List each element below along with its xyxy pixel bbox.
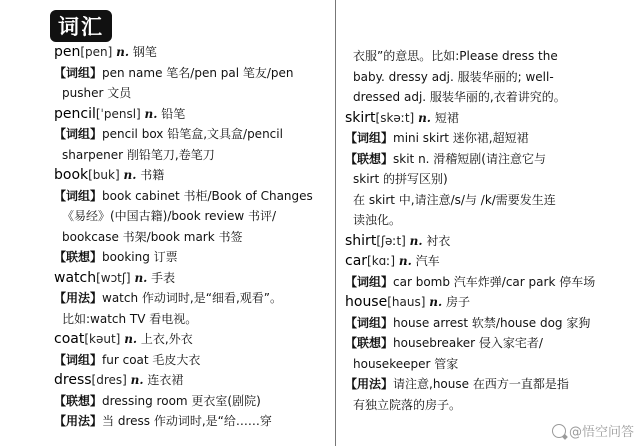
continuation-line [345,210,607,231]
note-text: housebreaker 侵入家宅者/ [393,336,543,350]
note-text: car bomb 汽车炸弹/car park 停车场 [393,274,596,289]
continuation-text: 读浊化。 [353,213,402,227]
continuation-line [54,309,326,330]
note-text: pen name 笔名/pen pal 笔友/pen [102,65,294,80]
meaning: 铅笔 [161,106,186,121]
note-line [54,350,326,371]
entry-headline [54,104,326,125]
section-title-badge: 词汇 [50,10,112,42]
continuation-line [345,67,607,88]
note-text: house arrest 软禁/house dog 家狗 [393,315,591,330]
headword: dress [54,372,92,388]
meaning: 手表 [151,270,176,285]
continuation-text: housekeeper 管家 [353,356,459,371]
note-line [345,149,607,170]
note-tag: 【联想】 [345,151,394,166]
note-tag: 【用法】 [345,377,394,391]
part-of-speech: n. [144,106,158,121]
phonetic: [skəːt] [375,110,415,125]
part-of-speech: n. [429,295,443,309]
note-line [54,63,326,84]
note-line [54,247,326,268]
continuation-line [54,227,326,248]
entry-headline [345,292,607,313]
continuation-text: baby. dressy adj. 服装华丽的; well- [353,69,554,84]
continuation-line [345,354,607,375]
meaning: 书籍 [140,168,165,182]
entry-headline [345,231,607,252]
continuation-line [345,46,607,67]
part-of-speech: n. [398,254,412,268]
continuation-text: 《易经》(中国古籍)/book review 书评/ [62,209,277,223]
watermark-text: @悟空问答 [568,425,634,440]
continuation-line [54,206,326,227]
note-tag: 【联想】 [54,250,103,264]
headword: pencil [54,105,96,122]
note-tag: 【用法】 [54,291,103,305]
note-text: watch 作动词时,是“细看,观看”。 [102,291,282,305]
part-of-speech: n. [116,45,130,59]
note-text: book cabinet 书柜/Book of Changes [102,188,313,203]
headword: house [345,294,388,310]
phonetic: [ʃəːt] [376,233,406,248]
note-tag: 【用法】 [54,414,103,428]
headword: coat [54,331,85,347]
watermark [552,421,634,440]
note-text: dressing room 更衣室(剧院) [102,393,261,408]
meaning: 连衣裙 [147,373,184,387]
left-column [54,42,326,432]
entry-headline [345,108,607,129]
entry-headline [54,329,326,350]
meaning: 短裙 [434,110,459,125]
entry-headline [54,370,326,391]
phonetic: [buk] [88,168,120,182]
note-tag: 【词组】 [54,188,103,203]
headword: watch [54,269,97,286]
note-line [54,186,326,207]
note-text: mini skirt 迷你裙,超短裙 [393,131,529,145]
search-bubble-icon [552,424,566,438]
note-line [345,333,607,354]
headword: book [54,167,89,183]
column-divider [335,0,336,446]
phonetic: [kəut] [84,332,121,346]
note-tag: 【联想】 [54,393,103,408]
continuation-text: bookcase 书架/book mark 书签 [62,229,243,244]
meaning: 钢笔 [132,45,157,59]
entry-headline [54,165,326,186]
right-column [345,46,607,415]
phonetic: [dres] [91,373,127,387]
meaning: 衬衣 [426,233,451,248]
entry-headline [54,268,326,289]
headword: pen [54,44,81,60]
headword: shirt [345,232,377,249]
note-text: fur coat 毛皮大衣 [102,352,201,367]
continuation-line [54,83,326,104]
continuation-text: sharpener 削铅笔刀,卷笔刀 [62,147,215,162]
continuation-line [345,87,607,108]
phonetic: [wɔtʃ] [96,270,131,285]
note-line [345,272,607,293]
note-line [54,391,326,412]
continuation-text: pusher 文员 [62,86,132,100]
continuation-line [345,169,607,190]
meaning: 房子 [445,295,470,309]
continuation-line [54,145,326,166]
note-tag: 【词组】 [54,127,103,141]
note-text: skit n. 滑稽短剧(请注意它与 [393,151,546,166]
note-tag: 【词组】 [345,131,394,145]
continuation-text: 有独立院落的房子。 [353,397,462,412]
note-tag: 【词组】 [54,352,103,367]
meaning: 上衣,外衣 [140,332,193,346]
continuation-text: skirt 的拼写区别) [353,172,448,186]
note-text: 请注意,house 在西方一直都是指 [393,377,569,391]
continuation-line [345,395,607,416]
note-tag: 【词组】 [345,274,394,289]
phonetic: [ˈpensl] [95,106,141,121]
meaning: 汽车 [415,254,440,268]
phonetic: [pen] [80,45,113,59]
part-of-speech: n. [134,270,148,285]
entry-headline [54,42,326,63]
continuation-text: 衣服”的意思。比如:Please dress the [353,49,558,63]
continuation-text: 在 skirt 中,请注意/s/与 /k/需要发生连 [353,192,556,207]
part-of-speech: n. [130,373,144,387]
headword: car [345,253,368,269]
note-tag: 【词组】 [54,65,103,80]
note-line [54,288,326,309]
phonetic: [kɑː] [367,254,396,268]
part-of-speech: n. [418,110,431,125]
note-tag: 【词组】 [345,315,394,330]
note-line [345,128,607,149]
note-line [345,313,607,334]
continuation-text: 比如:watch TV 看电视。 [62,311,198,326]
part-of-speech: n. [409,233,423,248]
note-tag: 【联想】 [345,336,394,350]
note-line [345,374,607,395]
note-text: 当 dress 作动词时,是“给……穿 [102,414,272,428]
headword: skirt [345,109,376,126]
entry-headline [345,251,607,272]
note-text: booking 订票 [102,250,178,264]
note-text: pencil box 铅笔盒,文具盒/pencil [102,127,283,141]
continuation-text: dressed adj. 服装华丽的,衣着讲究的。 [353,90,566,104]
part-of-speech: n. [123,168,137,182]
continuation-line [345,190,607,211]
phonetic: [haus] [387,295,426,309]
note-line [54,124,326,145]
note-line [54,411,326,432]
part-of-speech: n. [124,332,138,346]
